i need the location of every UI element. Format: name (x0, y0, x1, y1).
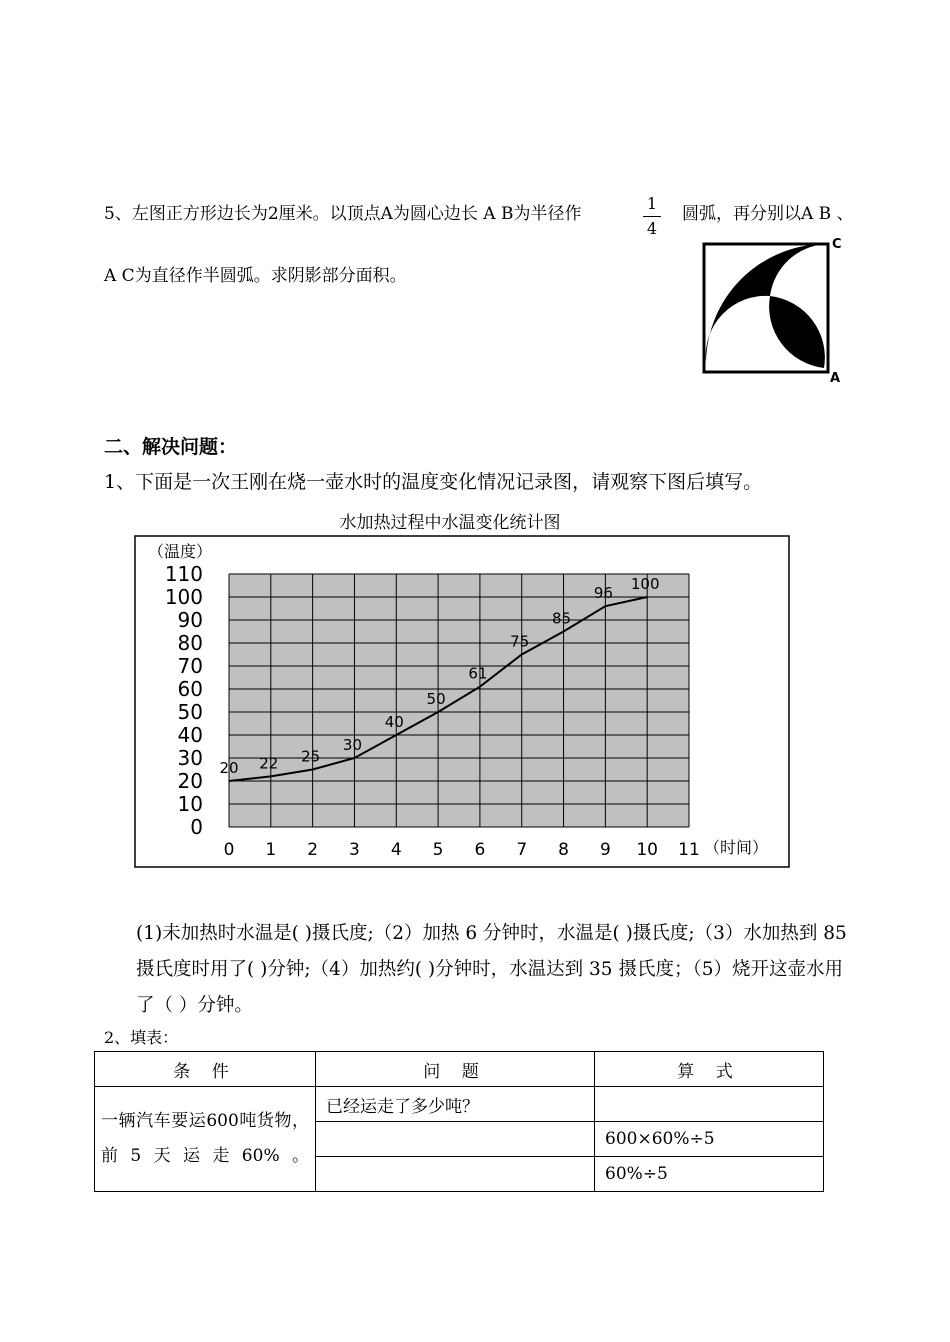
y-tick-label: 30 (177, 746, 203, 770)
y-tick-label: 90 (177, 608, 203, 632)
x-tick-label: 7 (516, 840, 528, 860)
vertex-a-label: A (830, 371, 841, 386)
x-tick-label: 6 (474, 840, 486, 860)
x-tick-label: 8 (558, 840, 569, 860)
table-row (95, 1087, 824, 1122)
problem-5-line2: A C为直径作半圆弧。求阴影部分面积。 (104, 266, 407, 286)
x-tick-label: 1 (265, 840, 277, 860)
data-label: 50 (426, 690, 446, 708)
x-tick-label: 0 (223, 840, 235, 860)
problem-5-text: 5、左图正方形边长为2厘米。以顶点A为圆心边长 A B为半径作 (104, 204, 582, 224)
header-question: 问 题 (316, 1052, 595, 1087)
y-tick-label: 0 (190, 815, 203, 839)
question-1-text: 1、下面是一次王刚在烧一壶水时的温度变化情况记录图，请观察下图后填写。 (104, 471, 763, 493)
x-tick-label: 10 (636, 840, 659, 860)
data-label: 75 (510, 632, 530, 651)
quarter-fraction (641, 196, 663, 237)
data-label: 100 (630, 575, 660, 593)
question-cell[interactable] (316, 1157, 595, 1192)
y-tick-label: 110 (164, 562, 203, 586)
y-axis-label: （温度） (148, 542, 213, 561)
shaded-region-lower (769, 296, 825, 368)
table-header-row (95, 1052, 824, 1087)
x-axis-label: （时间） (704, 838, 769, 857)
temperature-line-chart (134, 535, 790, 868)
y-tick-label: 80 (177, 631, 203, 655)
y-tick-label: 20 (177, 769, 203, 793)
x-tick-label: 4 (390, 840, 402, 860)
fraction-bar (643, 216, 661, 217)
x-tick-label: 5 (432, 840, 444, 860)
x-tick-label: 3 (349, 840, 360, 860)
vertex-c-label: C (832, 237, 842, 252)
data-label: 40 (384, 713, 404, 731)
y-tick-label: 60 (177, 677, 203, 701)
section-2-heading: 二、解决问题： (104, 436, 238, 458)
square-figure (696, 234, 852, 386)
y-tick-label: 70 (177, 654, 203, 678)
fill-table (94, 1051, 824, 1192)
header-formula: 算 式 (595, 1052, 824, 1087)
y-tick-label: 50 (177, 700, 203, 724)
fill-in-answers: (1)未加热时水温是( )摄氏度;（2）加热 6 分钟时，水温是( )摄氏度;（3）水加热到 85 摄氏度时用了( )分钟;（4）加热约( )分钟时，水温达到 35 摄氏度；（5）烧开这壶水用了（ ）分钟。 (136, 923, 847, 1016)
x-tick-label: 9 (599, 840, 611, 860)
question-cell[interactable]: 已经运走了多少吨？ (316, 1087, 595, 1122)
fraction-numerator: 1 (646, 194, 658, 213)
condition-cell: 一辆汽车要运600吨货物，前5天运走60%。 (95, 1087, 316, 1192)
question-cell[interactable] (316, 1122, 595, 1157)
y-tick-label: 40 (177, 723, 203, 747)
data-label: 96 (593, 584, 613, 603)
formula-cell[interactable] (595, 1087, 824, 1122)
data-label: 61 (468, 664, 488, 683)
data-label: 22 (259, 754, 279, 773)
fill-table-label: 2、填表： (104, 1028, 179, 1047)
x-tick-label: 11 (678, 840, 700, 860)
y-tick-label: 10 (177, 792, 203, 816)
chart-title: 水加热过程中水温变化统计图 (339, 513, 561, 533)
header-condition: 条 件 (95, 1052, 316, 1087)
data-label: 30 (342, 736, 363, 754)
data-label: 25 (301, 747, 321, 766)
formula-cell[interactable]: 600×60%÷5 (595, 1122, 824, 1157)
data-label: 20 (219, 759, 239, 777)
fraction-denominator: 4 (646, 219, 658, 238)
problem-5-text-after: 圆弧，再分别以A B 、 (682, 204, 854, 224)
x-tick-label: 2 (307, 840, 319, 860)
y-tick-label: 100 (164, 585, 203, 609)
formula-cell[interactable]: 60%÷5 (595, 1157, 824, 1192)
data-label: 85 (551, 609, 572, 628)
